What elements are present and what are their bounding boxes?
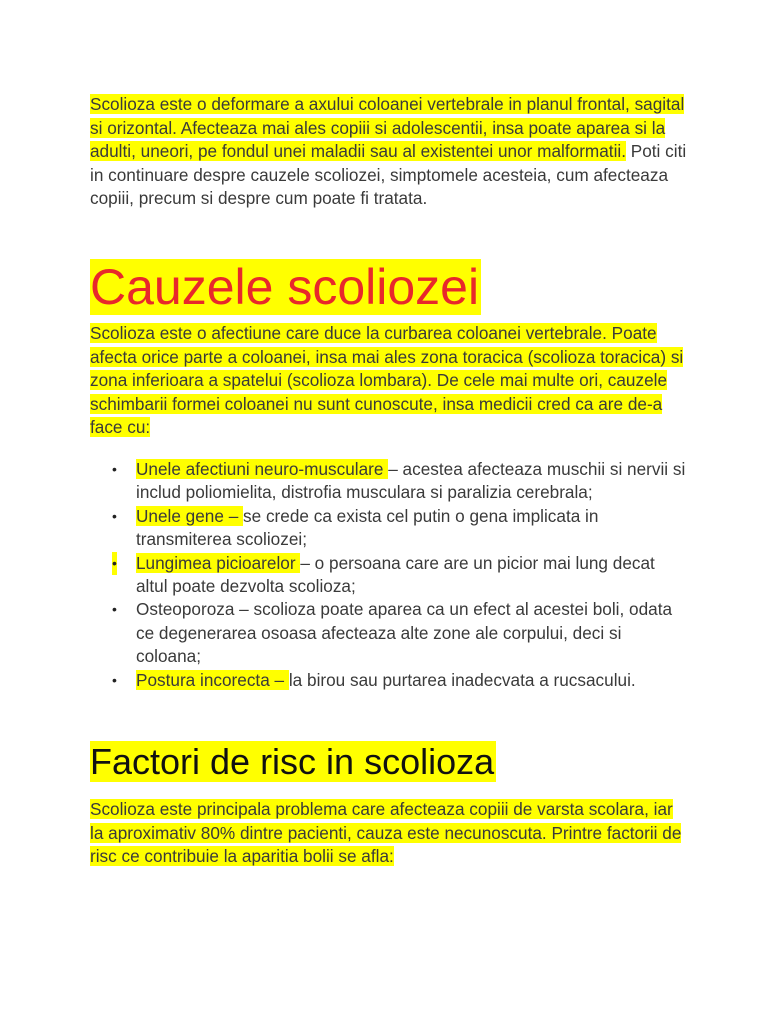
list-item-term: Postura incorecta – xyxy=(136,669,289,690)
bullet-icon: • xyxy=(112,552,117,575)
list-item xyxy=(90,552,690,599)
causes-paragraph-text: Scolioza este o afectiune care duce la curbarea coloanei vertebrale. Poate afecta orice parte a coloanei, insa mai ales zona toracica (scolioza toracica) si zona inferioara a spatelui (scolioza lombara). De cele mai multe ori, cauzele schimbarii formei coloanei nu sunt cunoscute, insa medicii cred ca are de-a face cu: xyxy=(90,323,684,437)
list-item xyxy=(90,458,690,505)
causes-list xyxy=(90,458,690,692)
list-item-text: Osteoporoza – scolioza poate aparea ca un efect al acestei boli, odata ce degenerarea osoasa afecteaza alte zone ale corpului, deci si coloana; xyxy=(136,599,673,667)
bullet-icon: • xyxy=(112,671,117,688)
intro-highlighted-text: Scolioza este o deformare a axului coloanei vertebrale in planul frontal, sagital si orizontal. Afecteaza mai ales copiii si adolescentii, insa poate aparea si la adulti, uneori, pe fondul unei maladii sau al existentei unor malformatii. xyxy=(90,94,685,161)
list-item xyxy=(90,505,690,552)
intro-paragraph xyxy=(90,93,690,211)
risk-heading: Factori de risc in scolioza xyxy=(90,741,495,782)
list-item-term: Unele gene – xyxy=(136,505,244,526)
list-item xyxy=(90,598,690,668)
bullet-icon: • xyxy=(112,507,117,524)
list-item-term: Lungimea picioarelor xyxy=(136,552,301,573)
bullet-icon: • xyxy=(112,461,117,477)
causes-heading: Cauzele scoliozei xyxy=(90,259,480,315)
causes-paragraph xyxy=(90,322,690,440)
list-item-text: – o persoana care are un picior mai lung decat altul poate dezvolta scolioza; xyxy=(136,552,655,597)
risk-paragraph xyxy=(90,798,690,869)
list-item-text: – acestea afecteaza muschii si nervii si includ poliomielita, distrofia musculara si paralizia cerebrala; xyxy=(136,459,686,503)
bullet-icon: • xyxy=(112,601,117,618)
intro-plain-text: Poti citi in continuare despre cauzele scoliozei, simptomele acesteia, cum afecteaza copiii, precum si despre cum poate fi tratata. xyxy=(90,141,687,208)
list-item-term: Unele afectiuni neuro-musculare xyxy=(136,459,389,479)
risk-paragraph-text: Scolioza este principala problema care afecteaza copiii de varsta scolara, iar la aproximativ 80% dintre pacienti, cauza este necunoscuta. Printre factorii de risc ce contribuie la aparitia bolii se afla: xyxy=(90,799,682,866)
list-item-text: se crede ca exista cel putin o gena implicata in transmiterea scoliozei; xyxy=(136,505,599,550)
list-item xyxy=(90,669,690,692)
list-item-text: la birou sau purtarea inadecvata a rucsacului. xyxy=(288,669,636,690)
